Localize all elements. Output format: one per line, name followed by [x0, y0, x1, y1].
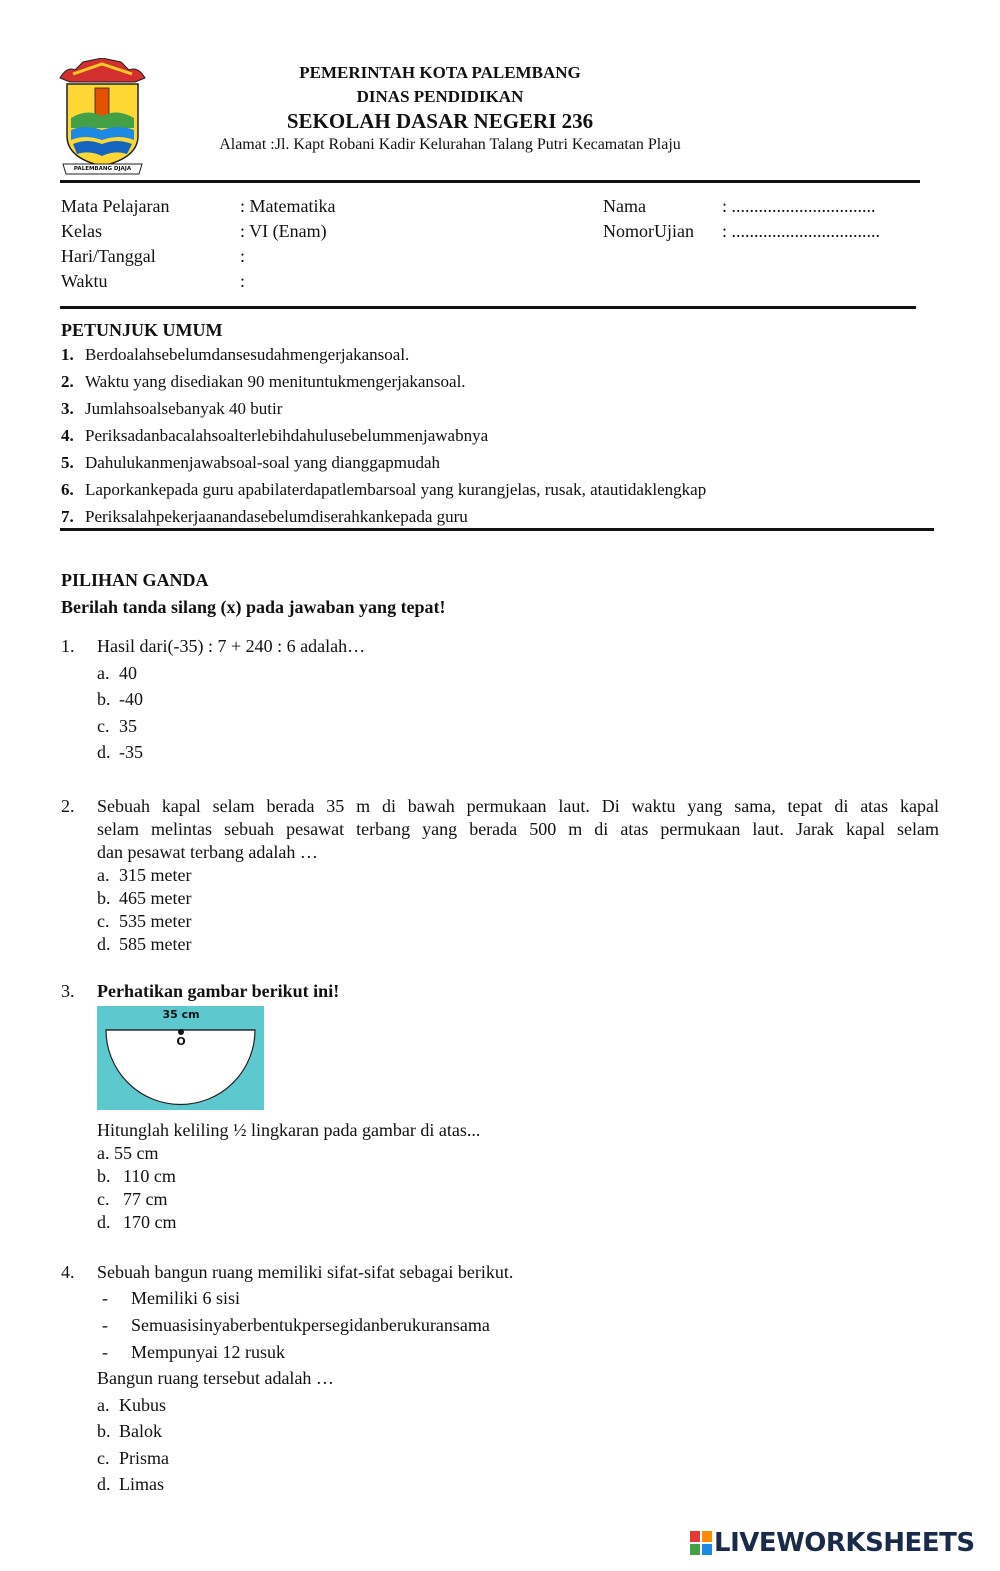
center-label: O	[176, 1035, 186, 1048]
question-text-line: Sebuah kapal selam berada 35 m di bawah permukaan laut. Di waktu yang sama, tepat di atas kapal	[97, 796, 939, 816]
name-field[interactable]: : ................................	[722, 196, 876, 216]
question-text: Hitunglah keliling ½ lingkaran pada gambar di atas...	[97, 1120, 481, 1140]
property-item: Memiliki 6 sisi	[131, 1288, 241, 1308]
name-label: Nama	[603, 196, 646, 216]
instruction-item: 6. Laporkankepada guru apabilaterdapatlembarsoal yang kurangjelas, rusak, atautidaklengkap	[61, 480, 707, 499]
school-name: SEKOLAH DASAR NEGERI 236	[286, 109, 594, 133]
date-label: Hari/Tanggal	[61, 246, 156, 266]
question-number: 4.	[61, 1262, 75, 1282]
time-label: Waktu	[61, 271, 108, 291]
answer-option[interactable]: d. 585 meter	[97, 934, 192, 954]
bullet-dash: -	[102, 1288, 108, 1308]
city-logo	[55, 58, 150, 178]
header-divider	[60, 180, 920, 183]
question-heading: Perhatikan gambar berikut ini!	[97, 981, 340, 1001]
property-item: Mempunyai 12 rusuk	[131, 1342, 285, 1362]
answer-option[interactable]: b. -40	[97, 689, 143, 709]
answer-option[interactable]: a. 55 cm	[97, 1143, 159, 1163]
instruction-item: 4. Periksadanbacalahsoalterlebihdahulusebelummenjawabnya	[61, 426, 489, 445]
question-number: 1.	[61, 636, 75, 656]
answer-option[interactable]: d. Limas	[97, 1474, 164, 1494]
section-title: PILIHAN GANDA	[61, 570, 209, 590]
exam-number-label: NomorUjian	[603, 221, 694, 241]
instructions-title: PETUNJUK UMUM	[61, 320, 223, 340]
answer-option[interactable]: b. Balok	[97, 1421, 162, 1441]
question-text-line: selam melintas sebuah pesawat terbang yang berada 500 m di atas permukaan laut. Jarak kapal selam	[97, 819, 939, 839]
info-divider	[60, 306, 916, 309]
instruction-item: 3. Jumlahsoalsebanyak 40 butir	[61, 399, 283, 418]
instructions-divider	[60, 528, 934, 531]
answer-option[interactable]: c. 77 cm	[97, 1189, 168, 1209]
bullet-dash: -	[102, 1342, 108, 1362]
bullet-dash: -	[102, 1315, 108, 1335]
date-value: :	[240, 246, 246, 266]
subject-label: Mata Pelajaran	[61, 196, 170, 216]
semicircle-figure	[97, 1006, 264, 1110]
answer-option[interactable]: a. 315 meter	[97, 865, 192, 885]
instruction-item: 2. Waktu yang disediakan 90 menituntukmengerjakansoal.	[61, 372, 466, 391]
answer-option[interactable]: b. 465 meter	[97, 888, 192, 908]
instruction-item: 5. Dahulukanmenjawabsoal-soal yang dianggapmudah	[61, 453, 441, 472]
liveworksheets-text: LIVEWORKSHEETS	[714, 1528, 975, 1558]
answer-option[interactable]: a. Kubus	[97, 1395, 167, 1415]
class-value: : VI (Enam)	[240, 221, 327, 241]
question-text: Hasil dari(-35) : 7 + 240 : 6 adalah…	[97, 636, 366, 656]
section-instruction: Berilah tanda silang (x) pada jawaban yang tepat!	[61, 597, 446, 617]
answer-option[interactable]: c. Prisma	[97, 1448, 170, 1468]
question-number: 2.	[61, 796, 75, 816]
question-prompt: Bangun ruang tersebut adalah …	[97, 1368, 334, 1388]
property-item: Semuasisinyaberbentukpersegidanberukuransama	[131, 1315, 490, 1335]
answer-option[interactable]: c. 535 meter	[97, 911, 192, 931]
class-label: Kelas	[61, 221, 102, 241]
radius-label: 35 cm	[162, 1008, 200, 1021]
question-number: 3.	[61, 981, 75, 1001]
instruction-item: 1. Berdoalahsebelumdansesudahmengerjakansoal.	[61, 345, 410, 364]
answer-option[interactable]: b. 110 cm	[97, 1166, 176, 1186]
exam-number-field[interactable]: : .................................	[722, 221, 881, 241]
department-title: DINAS PENDIDIKAN	[356, 87, 524, 106]
answer-option[interactable]: d. -35	[97, 742, 143, 762]
school-address: Alamat :Jl. Kapt Robani Kadir Kelurahan Talang Putri Kecamatan Plaju	[219, 136, 681, 153]
subject-value: : Matematika	[240, 196, 336, 216]
liveworksheets-icon	[690, 1531, 712, 1555]
time-value: :	[240, 271, 246, 291]
logo-banner-text: PALEMBANG DJAJA	[73, 166, 132, 172]
government-title: PEMERINTAH KOTA PALEMBANG	[299, 63, 581, 82]
question-text-line: dan pesawat terbang adalah …	[97, 842, 318, 862]
instruction-item: 7. Periksalahpekerjaanandasebelumdiserahkankepada guru	[61, 507, 468, 526]
answer-option[interactable]: c. 35	[97, 716, 137, 736]
question-text: Sebuah bangun ruang memiliki sifat-sifat sebagai berikut.	[97, 1262, 514, 1282]
answer-option[interactable]: d. 170 cm	[97, 1212, 177, 1232]
answer-option[interactable]: a. 40	[97, 663, 137, 683]
